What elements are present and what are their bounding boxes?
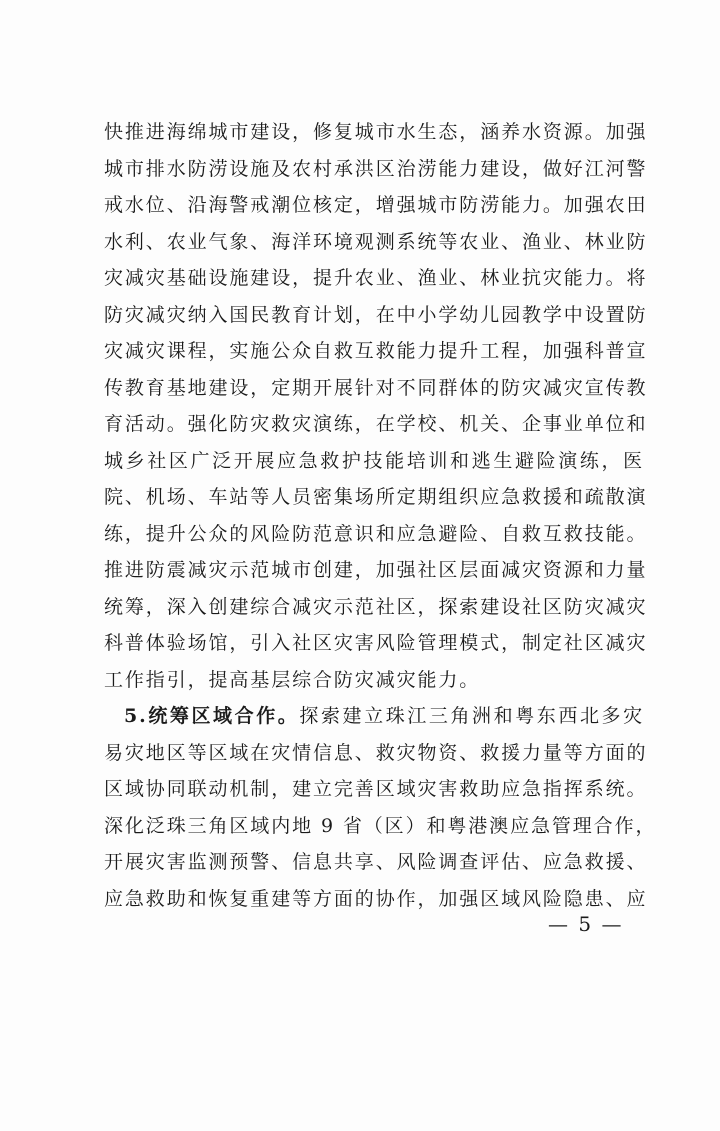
paragraph-line: 易灾地区等区域在灾情信息、救灾物资、救援力量等方面的 (104, 741, 648, 764)
paragraph-line: 灾减灾基础设施建设，提升农业、渔业、林业抗灾能力。将 (104, 267, 648, 289)
paragraph-line: 练，提升公众的风险防范意识和应急避险、自救互救技能。 (104, 522, 648, 545)
paragraph-line: 城乡社区广泛开展应急救护技能培训和逃生避险演练，医 (104, 449, 644, 472)
paragraph-line: 戒水位、沿海警戒潮位核定，增强城市防涝能力。加强农田 (104, 194, 648, 216)
heading-line-rest: 探索建立珠江三角洲和粤东西北多灾 (299, 705, 645, 727)
paragraph-line: 快推进海绵城市建设，修复城市水生态，涵养水资源。加强 (104, 121, 648, 143)
paragraph-line: 院、机场、车站等人员密集场所定期组织应急救援和疏散演 (104, 486, 648, 508)
page-number: — 5 — (548, 912, 624, 936)
paragraph-line: 科普体验场馆，引入社区灾害风险管理模式，制定社区减灾 (104, 632, 648, 654)
paragraph-line: 水利、农业气象、海洋环境观测系统等农业、渔业、林业防 (104, 230, 648, 253)
paragraph-first-line (104, 698, 644, 735)
paragraph-line: 区域协同联动机制，建立完善区域灾害救助应急指挥系统。 (104, 778, 648, 800)
paragraph-line: 推进防震减灾示范城市创建，加强社区层面减灾资源和力量 (104, 559, 648, 581)
paragraph-line: 城市排水防涝设施及农村承洪区治涝能力建设，做好江河警 (104, 157, 648, 180)
section-heading: 5.统筹区域合作。 (124, 705, 300, 727)
paragraph-line: 开展灾害监测预警、信息共享、风险调查评估、应急救援、 (104, 851, 648, 873)
paragraph-line: 防灾减灾纳入国民教育计划，在中小学幼儿园教学中设置防 (104, 303, 648, 326)
paragraph-line: 统筹，深入创建综合减灾示范社区，探索建设社区防灾减灾 (104, 595, 648, 618)
paragraph-line: 应急救助和恢复重建等方面的协作，加强区域风险隐患、应 (104, 887, 648, 910)
paragraph-line: 深化泛珠三角区域内地 9 省（区）和粤港澳应急管理合作， (104, 814, 657, 837)
body-text (104, 114, 657, 917)
paragraph-line: 灾减灾课程，实施公众自救互救能力提升工程，加强科普宣 (104, 340, 648, 362)
paragraph-line: 传教育基地建设，定期开展针对不同群体的防灾减灾宣传教 (104, 376, 648, 399)
paragraph-line: 工作指引，提高基层综合防灾减灾能力。 (104, 668, 481, 691)
paragraph-line: 育活动。强化防灾救灾演练，在学校、机关、企事业单位和 (104, 413, 648, 435)
